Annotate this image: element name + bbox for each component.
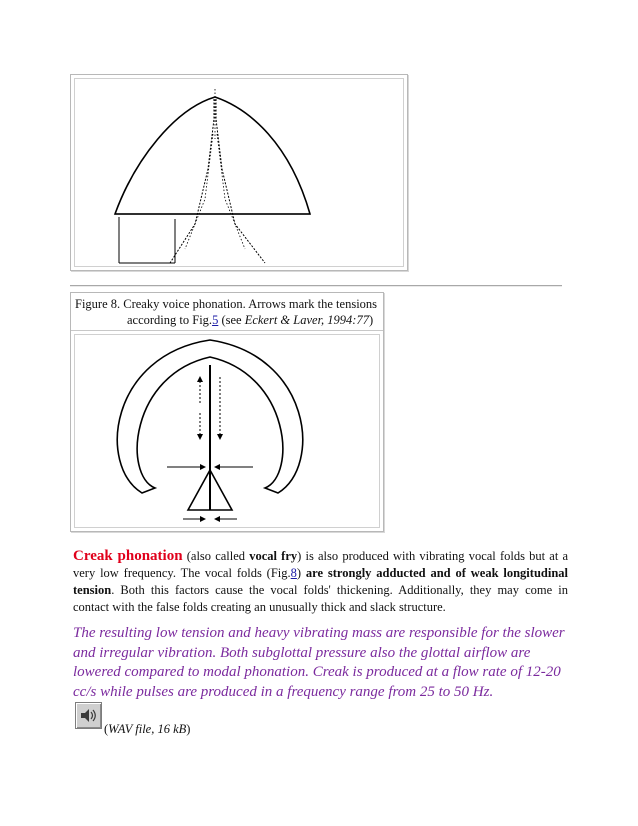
vocal-folds-figure-top	[70, 74, 408, 271]
wav-close-paren: )	[186, 722, 191, 736]
caption-see-text: (see	[218, 313, 245, 327]
creak-phonation-paragraph	[73, 548, 568, 616]
p1-text-2: ) is also produced with vibrating vocal folds but at a very low frequency. The vocal folds (Fig.	[73, 549, 569, 580]
creak-summary-paragraph: The resulting low tension and heavy vibrating mass are responsible for the slower and irregular vibration. Both subglottal pressure also the glottal airflow are lowered compared to modal phonation. Creak is produced at a flow rate of 12-20 cc/s while pulses are produced in a frequency range from 25 to 50 Hz.	[73, 625, 565, 700]
p1-text-3: )	[296, 566, 306, 580]
horizontal-rule	[70, 285, 562, 287]
figure-8	[70, 292, 384, 532]
adducted-emphasis: are strongly adducted and of weak longitudinal tension	[73, 566, 568, 597]
vocal-fry-term: vocal fry	[249, 549, 298, 563]
caption-line-1: Figure 8. Creaky voice phonation. Arrows mark the tensions	[75, 297, 378, 311]
wav-file-note	[104, 722, 190, 737]
fig-8-link[interactable]: 8	[290, 566, 297, 580]
wav-open-paren: (	[104, 722, 109, 736]
fig-5-link[interactable]: 5	[212, 313, 219, 327]
creak-phonation-term: Creak phonation	[73, 548, 183, 564]
creaky-voice-drawing	[75, 335, 379, 527]
p1-text-1: (also called	[182, 549, 250, 563]
creaky-voice-diagram	[74, 334, 380, 528]
caption-close-paren: )	[368, 313, 374, 327]
speaker-icon[interactable]	[75, 702, 102, 729]
figure-8-caption	[71, 293, 383, 331]
caption-citation: Eckert & Laver, 1994:77	[244, 313, 369, 327]
p1-text-4: . Both this factors cause the vocal folds' thickening. Additionally, they may come in contact with the false folds creating an unusually thick and slack structure.	[73, 583, 568, 614]
figure-frame	[74, 78, 404, 267]
speaker-icon-glyph	[76, 703, 101, 728]
caption-line-2-text: according to Fig.	[127, 313, 213, 327]
wav-file-label: WAV file, 16 kB	[108, 722, 187, 736]
vocal-fold-drawing	[75, 79, 403, 266]
